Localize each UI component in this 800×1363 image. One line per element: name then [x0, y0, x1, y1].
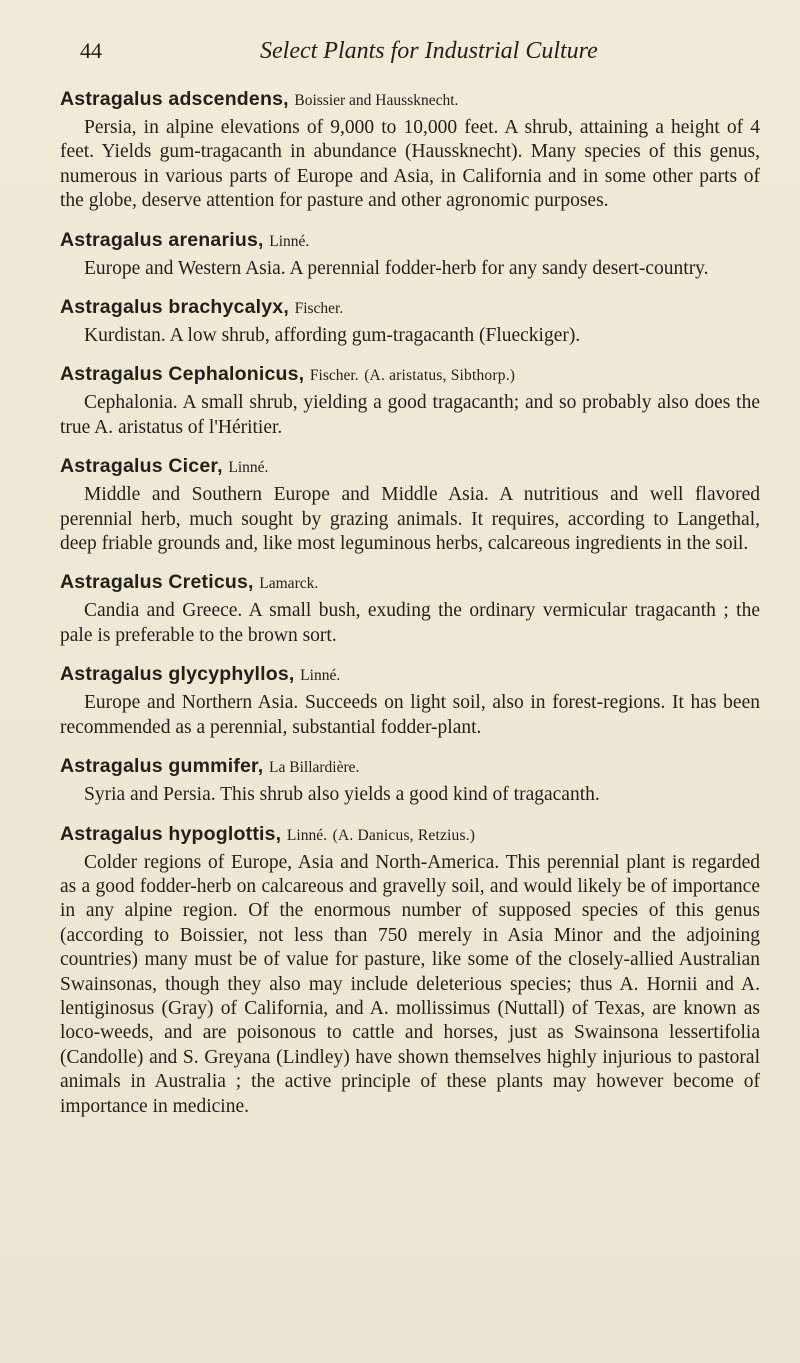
entry-heading — [60, 361, 760, 389]
species-name: Astragalus Creticus, — [60, 571, 254, 594]
authority: Linné. — [269, 232, 310, 250]
entry-heading — [60, 227, 760, 255]
authority: Fischer. — [294, 300, 344, 318]
entry-astragalus-glycyphyllos — [60, 661, 760, 740]
entry-text: Kurdistan. A low shrub, affording gum-tragacanth (Flueckiger). — [84, 325, 581, 347]
species-name: Astragalus glycyphyllos, — [60, 663, 295, 686]
authority: La Billardière. — [269, 759, 360, 777]
page-number: 44 — [80, 38, 102, 63]
entry-text: Candia and Greece. A small bush, exuding the ordinary vermicular tragacanth ; the pale is preferable to the brown sort. — [60, 600, 760, 646]
species-name: Astragalus hypoglottis, — [60, 822, 282, 845]
entry-astragalus-hypoglottis — [60, 821, 760, 1119]
synonym: (A. aristatus, Sibthorp.) — [364, 367, 516, 385]
entry-text: Colder regions of Europe, Asia and North-America. This perennial plant is regarded as a good fodder-herb on calcareous and gravelly soil, and would likely be of importance in any alpine region. Of the enormous number of supposed species of this genus (according to Boissier, not less than 750 merely in Asia Minor and the adjoining countries) many must be of value for pasture, like some of the closely-allied Australian Swainsonas, though they also may include deleterious species; thus A. Hornii and A. lentiginosus (Gray) of California, and A. mollissimus (Nuttall) of Texas, are known as loco-weeds, and are poisonous to cattle and horses, just as Swainsona lessertifolia (Candolle) and S. Greyana (Lindley) have shown themselves highly injurious to pastoral animals in Australia ; the active principle of these plants may however become of importance in medicine. — [60, 851, 760, 1117]
page-content — [60, 86, 760, 1132]
entry-text: Middle and Southern Europe and Middle Asia. A nutritious and well flavored perennial herb, much sought by grazing animals. It requires, according to Langethal, deep friable grounds and, like most leguminous herbs, calcareous ingredients in the soil. — [60, 484, 760, 555]
species-name: Astragalus arenarius, — [60, 228, 264, 251]
entry-text: Europe and Northern Asia. Succeeds on light soil, also in forest-regions. It has been recommended as a perennial, substantial fodder-plant. — [60, 692, 760, 738]
species-name: Astragalus Cephalonicus, — [60, 363, 305, 386]
entry-text: Syria and Persia. This shrub also yields a good kind of tragacanth. — [84, 784, 600, 806]
entry-heading — [60, 661, 760, 689]
entry-heading — [60, 453, 760, 481]
entry-text: Europe and Western Asia. A perennial fodder-herb for any sandy desert-country. — [84, 257, 709, 279]
entry-astragalus-cicer — [60, 453, 760, 556]
authority: Fischer. — [309, 367, 359, 385]
entry-text: Persia, in alpine elevations of 9,000 to 10,000 feet. A shrub, attaining a height of 4 feet. Yields gum-tragacanth in abundance (Haussknecht). Many species of this genus, numerous in various parts of Europe and Asia, in California and in some other parts of the globe, deserve attention for pasture and other agronomic purposes. — [60, 117, 760, 212]
species-name: Astragalus Cicer, — [60, 455, 223, 478]
synonym: (A. Danicus, Retzius.) — [332, 826, 476, 844]
species-name: Astragalus gummifer, — [60, 755, 264, 778]
authority: Lamarck. — [259, 575, 319, 593]
species-name: Astragalus adscendens, — [60, 88, 289, 110]
entry-heading — [60, 753, 760, 781]
authority: Linné. — [228, 459, 269, 477]
entry-text: Cephalonia. A small shrub, yielding a good tragacanth; and so probably also does the true A. aristatus of l'Héritier. — [60, 392, 760, 438]
entry-heading — [60, 294, 760, 322]
species-name: Astragalus brachycalyx, — [60, 296, 289, 319]
page-header — [80, 38, 780, 78]
entry-astragalus-adscendens — [60, 86, 760, 214]
entry-heading — [60, 86, 760, 114]
entry-heading — [60, 569, 760, 597]
entry-astragalus-brachycalyx — [60, 294, 760, 348]
entry-heading — [60, 821, 760, 849]
running-title: Select Plants for Industrial Culture — [260, 38, 598, 64]
authority: Linné. — [286, 826, 327, 844]
authority: Linné. — [300, 667, 341, 685]
entry-astragalus-cephalonicus — [60, 361, 760, 440]
entry-astragalus-creticus — [60, 569, 760, 648]
authority: Boissier and Haussknecht. — [294, 92, 459, 109]
entry-astragalus-arenarius — [60, 227, 760, 281]
entry-astragalus-gummifer — [60, 753, 760, 807]
